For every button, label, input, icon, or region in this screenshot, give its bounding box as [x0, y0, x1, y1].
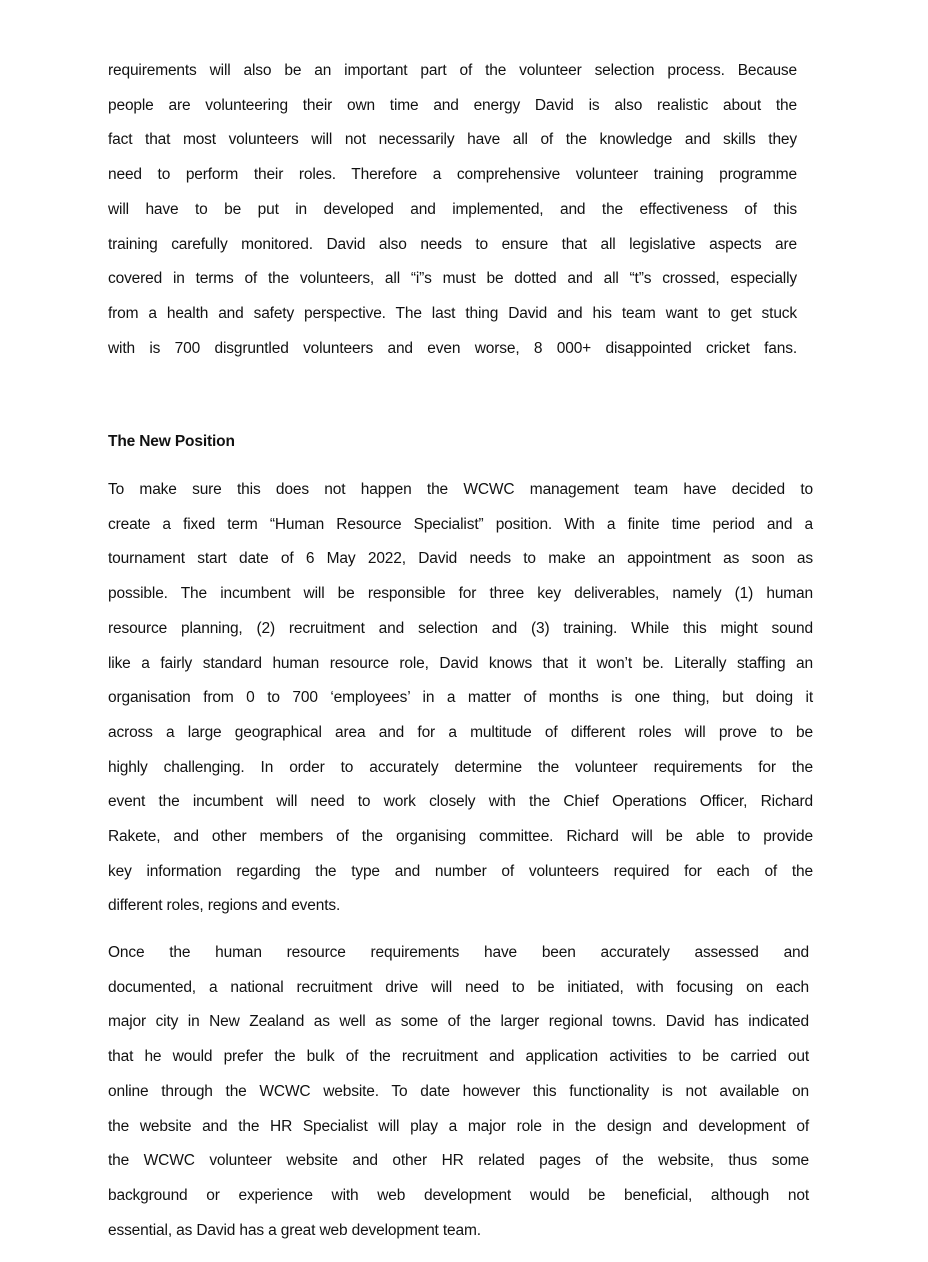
paragraph-line: organisation from 0 to 700 ‘employees’ in a matter of months is one thing, but doing it — [108, 689, 813, 707]
paragraph-line: like a fairly standard human resource role, David knows that it won’t be. Literally staffing an — [108, 654, 813, 672]
paragraph-line: possible. The incumbent will be responsible for three key deliverables, namely (1) human — [108, 585, 813, 603]
paragraph-line: background or experience with web development would be beneficial, although not — [108, 1186, 809, 1204]
paragraph-line: need to perform their roles. Therefore a comprehensive volunteer training programme — [108, 166, 797, 184]
paragraph-line: To make sure this does not happen the WCWC management team have decided to — [108, 481, 813, 498]
paragraph-line: people are volunteering their own time and energy David is also realistic about the — [108, 96, 797, 114]
paragraph-line: that he would prefer the bulk of the recruitment and application activities to be carried out — [108, 1048, 809, 1066]
paragraph-line: create a fixed term “Human Resource Specialist” position. With a finite time period and a — [108, 515, 813, 533]
paragraph-line: the website and the HR Specialist will play a major role in the design and development of — [108, 1117, 809, 1135]
paragraph-line: fact that most volunteers will not necessarily have all of the knowledge and skills they — [108, 131, 797, 149]
paragraph-line: highly challenging. In order to accurately determine the volunteer requirements for the — [108, 758, 813, 776]
paragraph-line: documented, a national recruitment drive will need to be initiated, with focusing on each — [108, 978, 809, 996]
paragraph-line: tournament start date of 6 May 2022, David needs to make an appointment as soon as — [108, 550, 813, 568]
paragraph-line: training carefully monitored. David also needs to ensure that all legislative aspects are — [108, 235, 797, 253]
paragraph-line: will have to be put in developed and implemented, and the effectiveness of this — [108, 200, 797, 218]
paragraph-line: major city in New Zealand as well as some of the larger regional towns. David has indicated — [108, 1013, 809, 1031]
paragraph-line: Rakete, and other members of the organising committee. Richard will be able to provide — [108, 828, 813, 846]
position-paragraph — [108, 473, 813, 924]
paragraph-line: covered in terms of the volunteers, all “i”s must be dotted and all “t”s crossed, especially — [108, 270, 797, 288]
paragraph-line: with is 700 disgruntled volunteers and even worse, 8 000+ disappointed cricket fans. — [108, 339, 797, 357]
paragraph-line: resource planning, (2) recruitment and selection and (3) training. While this might sound — [108, 619, 813, 637]
paragraph-line: different roles, regions and events. — [108, 897, 341, 915]
paragraph-line: the WCWC volunteer website and other HR related pages of the website, thus some — [108, 1152, 809, 1170]
paragraph-line: across a large geographical area and for a multitude of different roles will prove to be — [108, 723, 813, 741]
paragraph-line: online through the WCWC website. To date however this functionality is not available on — [108, 1082, 809, 1100]
recruitment-paragraph — [108, 936, 809, 1248]
paragraph-line: from a health and safety perspective. The last thing David and his team want to get stuck — [108, 304, 797, 322]
paragraph-line: essential, as David has a great web development team. — [108, 1221, 481, 1239]
paragraph-line: event the incumbent will need to work closely with the Chief Operations Officer, Richard — [108, 793, 813, 811]
section-heading: The New Position — [108, 433, 235, 450]
paragraph-line: Once the human resource requirements have been accurately assessed and — [108, 944, 809, 961]
paragraph-line: key information regarding the type and number of volunteers required for each of the — [108, 862, 813, 880]
paragraph-line: requirements will also be an important part of the volunteer selection process. Because — [108, 62, 797, 79]
intro-paragraph — [108, 54, 797, 366]
